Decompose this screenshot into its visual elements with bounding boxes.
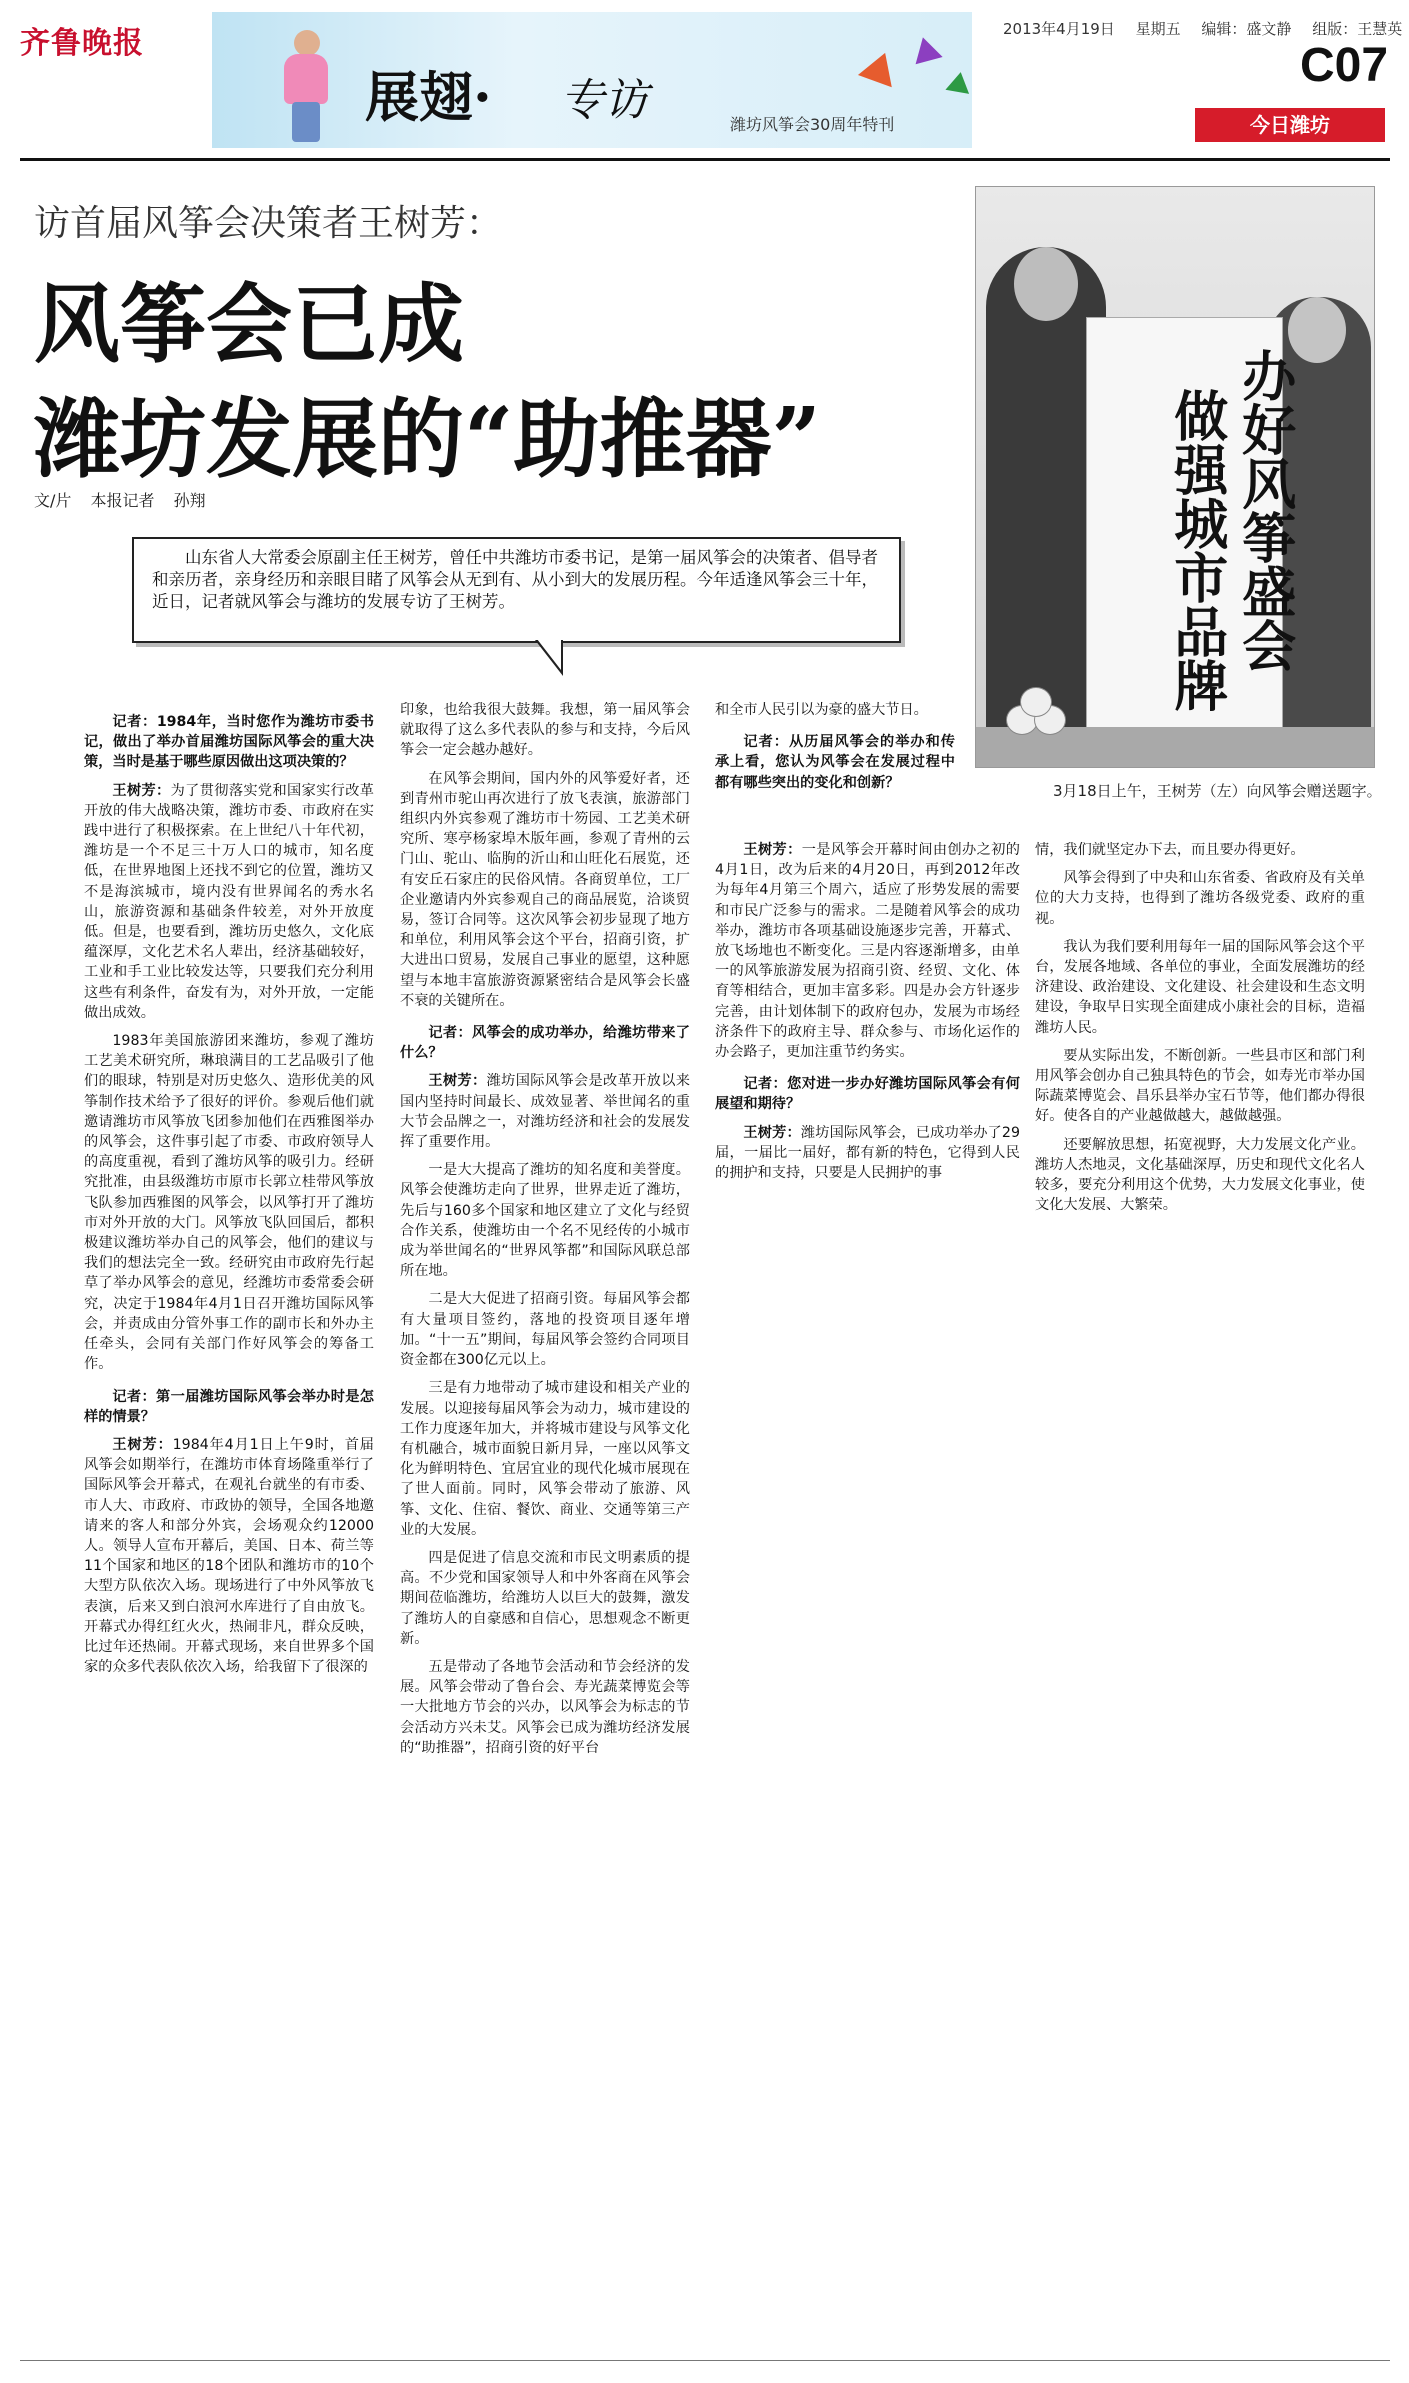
answer-text: 1984年4月1日上午9时，首届风筝会如期举行，在潍坊市体育场隆重举行了国际风筝会开幕式，在观礼台就坐的有市委、市人大、市政府、市政协的领导，全国各地邀请来的客人和部分外宾，会场观众约12000人。领导人宣布开幕后，美国、日本、荷兰等11个国家和地区的18个团队和潍坊市的10个大型方队依次入场。现场进行了中外风筝放飞表演，后来又到白浪河水库进行了自由放飞。开幕式办得红红火火，热闹非凡，群众反映，比过年还热闹。开幕式现场，来自世界多个国家的众多代表队依次入场，给我留下了很深的 bbox=[84, 1436, 374, 1676]
section-title: 展翅· bbox=[365, 65, 492, 129]
intro-callout bbox=[132, 537, 901, 643]
continued-paragraph: 和全市人民引以为豪的盛大节日。 bbox=[715, 702, 928, 718]
byline-label: 文/片 bbox=[34, 491, 72, 510]
body-paragraph: 我认为我们要利用每年一届的国际风筝会这个平台，发展各地域、各单位的事业，全面发展潍坊的经济建设、政治建设、文化建设、社会建设和生态文明建设，争取早日实现全面建成小康社会的目标，造福潍坊人民。 bbox=[1035, 938, 1365, 1036]
article-kicker: 访首届风筝会决策者王树芳： bbox=[34, 203, 503, 244]
layout-credit: 组版：王慧英 bbox=[1312, 20, 1403, 38]
photo-caption: 3月18日上午，王树芳（左）向风筝会赠送题字。 bbox=[1053, 782, 1382, 800]
interview-answer bbox=[400, 1071, 690, 1152]
issue-weekday: 星期五 bbox=[1135, 20, 1181, 38]
body-paragraph: 三是有力地带动了城市建设和相关产业的发展。以迎接每届风筝会为动力，城市建设的工作力度逐年加大，并将城市建设与风筝文化有机融合，城市面貌日新月异，一座以风筝文化为鲜明特色、宜居宜业的现代化城市展现在了世人面前。同时，风筝会带动了旅游、风筝、文化、住宿、餐饮、商业、交通等第三产业的大发展。 bbox=[400, 1380, 690, 1538]
continued-paragraph: 情，我们就坚定办下去，而且要办得更好。 bbox=[1035, 842, 1305, 858]
speaker-label: 王树芳： bbox=[743, 842, 802, 858]
paper-name: 齐鲁晚报 bbox=[20, 26, 144, 61]
section-subtitle: 专访 bbox=[560, 75, 648, 126]
issue-date: 2013年4月19日 bbox=[1003, 20, 1115, 38]
body-paragraph: 在风筝会期间，国内外的风筝爱好者，还到青州市驼山再次进行了放飞表演，旅游部门组织内外宾参观了潍坊市十笏园、工艺美术研究所、寒亭杨家埠木版年画，参观了青州的云门山、驼山、临朐的沂山和山旺化石展览，还有安丘石家庄的民俗风情。各商贸单位，工厂企业邀请内外宾参观自己的商品展览，洽谈贸易，签订合同等。这次风筝会初步显现了地方和单位，利用风筝会这个平台，招商引资，扩大进出口贸易，发展自己事业的愿望，这种愿望与本地丰富旅游资源紧密结合是风筝会长盛不衰的关键所在。 bbox=[400, 770, 690, 1009]
body-paragraph: 五是带动了各地节会活动和节会经济的发展。风筝会带动了鲁台会、寿光蔬菜博览会等一大批地方节会的兴办，以风筝会为标志的节会活动方兴未艾。风筝会已成为潍坊经济发展的“助推器”，招商引资的好平台 bbox=[400, 1658, 690, 1756]
intro-text: 山东省人大常委会原副主任王树芳，曾任中共潍坊市委书记，是第一届风筝会的决策者、倡导者和亲历者，亲身经历和亲眼目睹了风筝会从无到有、从小到大的发展历程。今年适逢风筝会三十年，近日，记者就风筝会与潍坊的发展专访了王树芳。 bbox=[152, 548, 878, 611]
kite-girl-illustration bbox=[272, 30, 342, 145]
body-paragraph: 四是促进了信息交流和市民文明素质的提高。不少党和国家领导人和中外客商在风筝会期间莅临潍坊，给潍坊人以巨大的鼓舞，激发了潍坊人的自豪感和自信心，思想观念不断更新。 bbox=[400, 1549, 690, 1647]
headline-line-1: 风筝会已成 bbox=[34, 274, 464, 375]
body-column-2 bbox=[400, 700, 690, 1766]
kite-icon bbox=[945, 70, 972, 94]
body-column-1 bbox=[84, 700, 374, 1685]
interview-answer bbox=[84, 781, 374, 1023]
page-number: C07 bbox=[1300, 39, 1389, 92]
interview-question: 记者：从历届风筝会的举办和传承上看，您认为风筝会在发展过程中都有哪些突出的变化和创新？ bbox=[715, 734, 955, 791]
interview-answer bbox=[84, 1435, 374, 1677]
body-paragraph: 二是大大促进了招商引资。每届风筝会都有大量项目签约，落地的投资项目逐年增加。“十一五”期间，每届风筝会签约合同项目资金都在300亿元以上。 bbox=[400, 1291, 690, 1369]
speaker-label: 王树芳： bbox=[112, 1436, 173, 1453]
interview-question: 记者：风筝会的成功举办，给潍坊带来了什么？ bbox=[400, 1025, 690, 1062]
special-issue-label: 潍坊风筝会30周年特刊 bbox=[730, 115, 895, 134]
speaker-label: 王树芳： bbox=[112, 782, 171, 799]
body-paragraph: 还要解放思想，拓宽视野，大力发展文化产业。潍坊人杰地灵，文化基础深厚，历史和现代文化名人较多，要充分利用这个优势，大力发展文化事业，使文化大发展、大繁荣。 bbox=[1035, 1136, 1365, 1214]
body-paragraph: 要从实际出发，不断创新。一些县市区和部门利用风筝会创办自己独具特色的节会，如寿光市举办国际蔬菜博览会、昌乐县举办宝石节等，他们都办得很好。使各自的产业越做越大，越做越强。 bbox=[1035, 1047, 1365, 1125]
answer-text: 为了贯彻落实党和国家实行改革开放的伟大战略决策，潍坊市委、市政府在实践中进行了积极探索。在上世纪八十年代初，潍坊是一个不足三十万人口的城市，知名度低，在世界地图上还找不到它的位置，潍坊又不是海滨城市，境内没有世界闻名的秀水名山，旅游资源和基础条件较差，对外开放度低。但是，也要看到，潍坊历史悠久，文化底蕴深厚，文化艺术名人辈出，经济基础较好，工业和手工业比较发达等，只要我们充分利用这些有利条件，奋发有为，对外开放，一定能做出成效。 bbox=[84, 782, 374, 1021]
callout-tail-inner bbox=[537, 639, 561, 670]
byline bbox=[34, 488, 220, 511]
calligraphy-scroll bbox=[1086, 317, 1298, 759]
editor-credit: 编辑：盛文静 bbox=[1201, 20, 1292, 38]
byline-name: 孙翔 bbox=[173, 491, 206, 510]
calligraphy-line-1: 办好风筝盛会 bbox=[1233, 348, 1298, 672]
continued-paragraph: 印象，也给我很大鼓舞。我想，第一届风筝会就取得了这么多代表队的参与和支持，今后风筝会一定会越办越好。 bbox=[400, 702, 690, 759]
answer-text: 一是风筝会开幕时间由创办之初的4月1日，改为后来的4月20日，再到2012年改为每年4月第三个周六，适应了形势发展的需要和市民广泛参与的需求。二是随着风筝会的成功举办，潍坊市各项基础设施逐步完善，开幕式、放飞场地也不断变化。三是内容逐渐增多，由单一的风筝旅游发展为招商引资、经贸、文化、体育等相结合，更加丰富多彩。四是办会方针逐步完善，由计划体制下的政府包办，发展为市场经济条件下的政府主导、群众参与、市场化运作的办会路子，更加注重节约务实。 bbox=[715, 842, 1020, 1061]
headline-line-2: 潍坊发展的“助推器” bbox=[34, 389, 821, 490]
answer-text: 潍坊国际风筝会是改革开放以来国内坚持时间最长、成效显著、举世闻名的重大节会品牌之一，对潍坊经济和社会的发展发挥了重要作用。 bbox=[400, 1073, 690, 1151]
masthead bbox=[0, 0, 1409, 160]
calligraphy-line-2: 做强城市品牌 bbox=[1165, 388, 1230, 712]
body-column-5 bbox=[1035, 840, 1365, 1223]
page-meta bbox=[1003, 18, 1409, 39]
divider bbox=[20, 158, 1390, 161]
speaker-label: 王树芳： bbox=[428, 1073, 487, 1090]
divider bbox=[20, 2360, 1390, 2361]
body-paragraph: 风筝会得到了中央和山东省委、省政府及有关单位的大力支持，也得到了潍坊各级党委、政府的重视。 bbox=[1035, 870, 1365, 927]
body-column-3 bbox=[715, 700, 955, 801]
byline-reporter: 本报记者 bbox=[90, 491, 155, 510]
article-photo bbox=[975, 186, 1375, 768]
interview-question: 记者：1984年，当时您作为潍坊市委书记，做出了举办首届潍坊国际风筝会的重大决策，当时是基于哪些原因做出这项决策的？ bbox=[84, 714, 374, 771]
interview-question: 记者：您对进一步办好潍坊国际风筝会有何展望和期待？ bbox=[715, 1076, 1020, 1113]
speaker-label: 王树芳： bbox=[743, 1124, 801, 1141]
interview-answer bbox=[715, 840, 1020, 1062]
region-tab: 今日潍坊 bbox=[1195, 108, 1385, 142]
answer-text: 潍坊国际风筝会，已成功举办了29届，一届比一届好，都有新的特色，它得到人民的拥护和支持，只要是人民拥护的事 bbox=[715, 1124, 1020, 1182]
kite-icon bbox=[909, 34, 942, 64]
kite-icon bbox=[858, 47, 902, 88]
body-paragraph: 1983年美国旅游团来潍坊，参观了潍坊工艺美术研究所，琳琅满目的工艺品吸引了他们的眼球，特别是对历史悠久、造形优美的风筝制作技术给予了很好的评价。参观后他们就邀请潍坊市风筝放飞团参加他们在西雅图举办的风筝会，这件事引起了市委、市政府领导人的高度重视，看到了潍坊风筝的吸引力。经研究批准，由县级潍坊市原市长郭立桂带风筝放飞队参加西雅图的风筝会，以风筝打开了潍坊市对外开放的大门。风筝放飞队回国后，都积极建议潍坊举办自己的风筝会，他们的建议与我们的想法完全一致。经研究由市政府先行起草了举办风筝会的意见，经潍坊市委常委会研究，决定于1984年4月1日召开潍坊国际风筝会，并责成由分管外事工作的副市长和外办主任牵头，会同有关部门作好风筝会的筹备工作。 bbox=[84, 1033, 374, 1373]
body-column-4 bbox=[715, 840, 1020, 1191]
body-paragraph: 一是大大提高了潍坊的知名度和美誉度。风筝会使潍坊走向了世界，世界走近了潍坊，先后与160多个国家和地区建立了文化与经贸合作关系，使潍坊由一个名不见经传的小城市成为举世闻名的“世界风筝都”和国际风联总部所在地。 bbox=[400, 1162, 690, 1280]
interview-answer bbox=[715, 1123, 1020, 1184]
interview-question: 记者：第一届潍坊国际风筝会举办时是怎样的情景？ bbox=[84, 1388, 374, 1425]
